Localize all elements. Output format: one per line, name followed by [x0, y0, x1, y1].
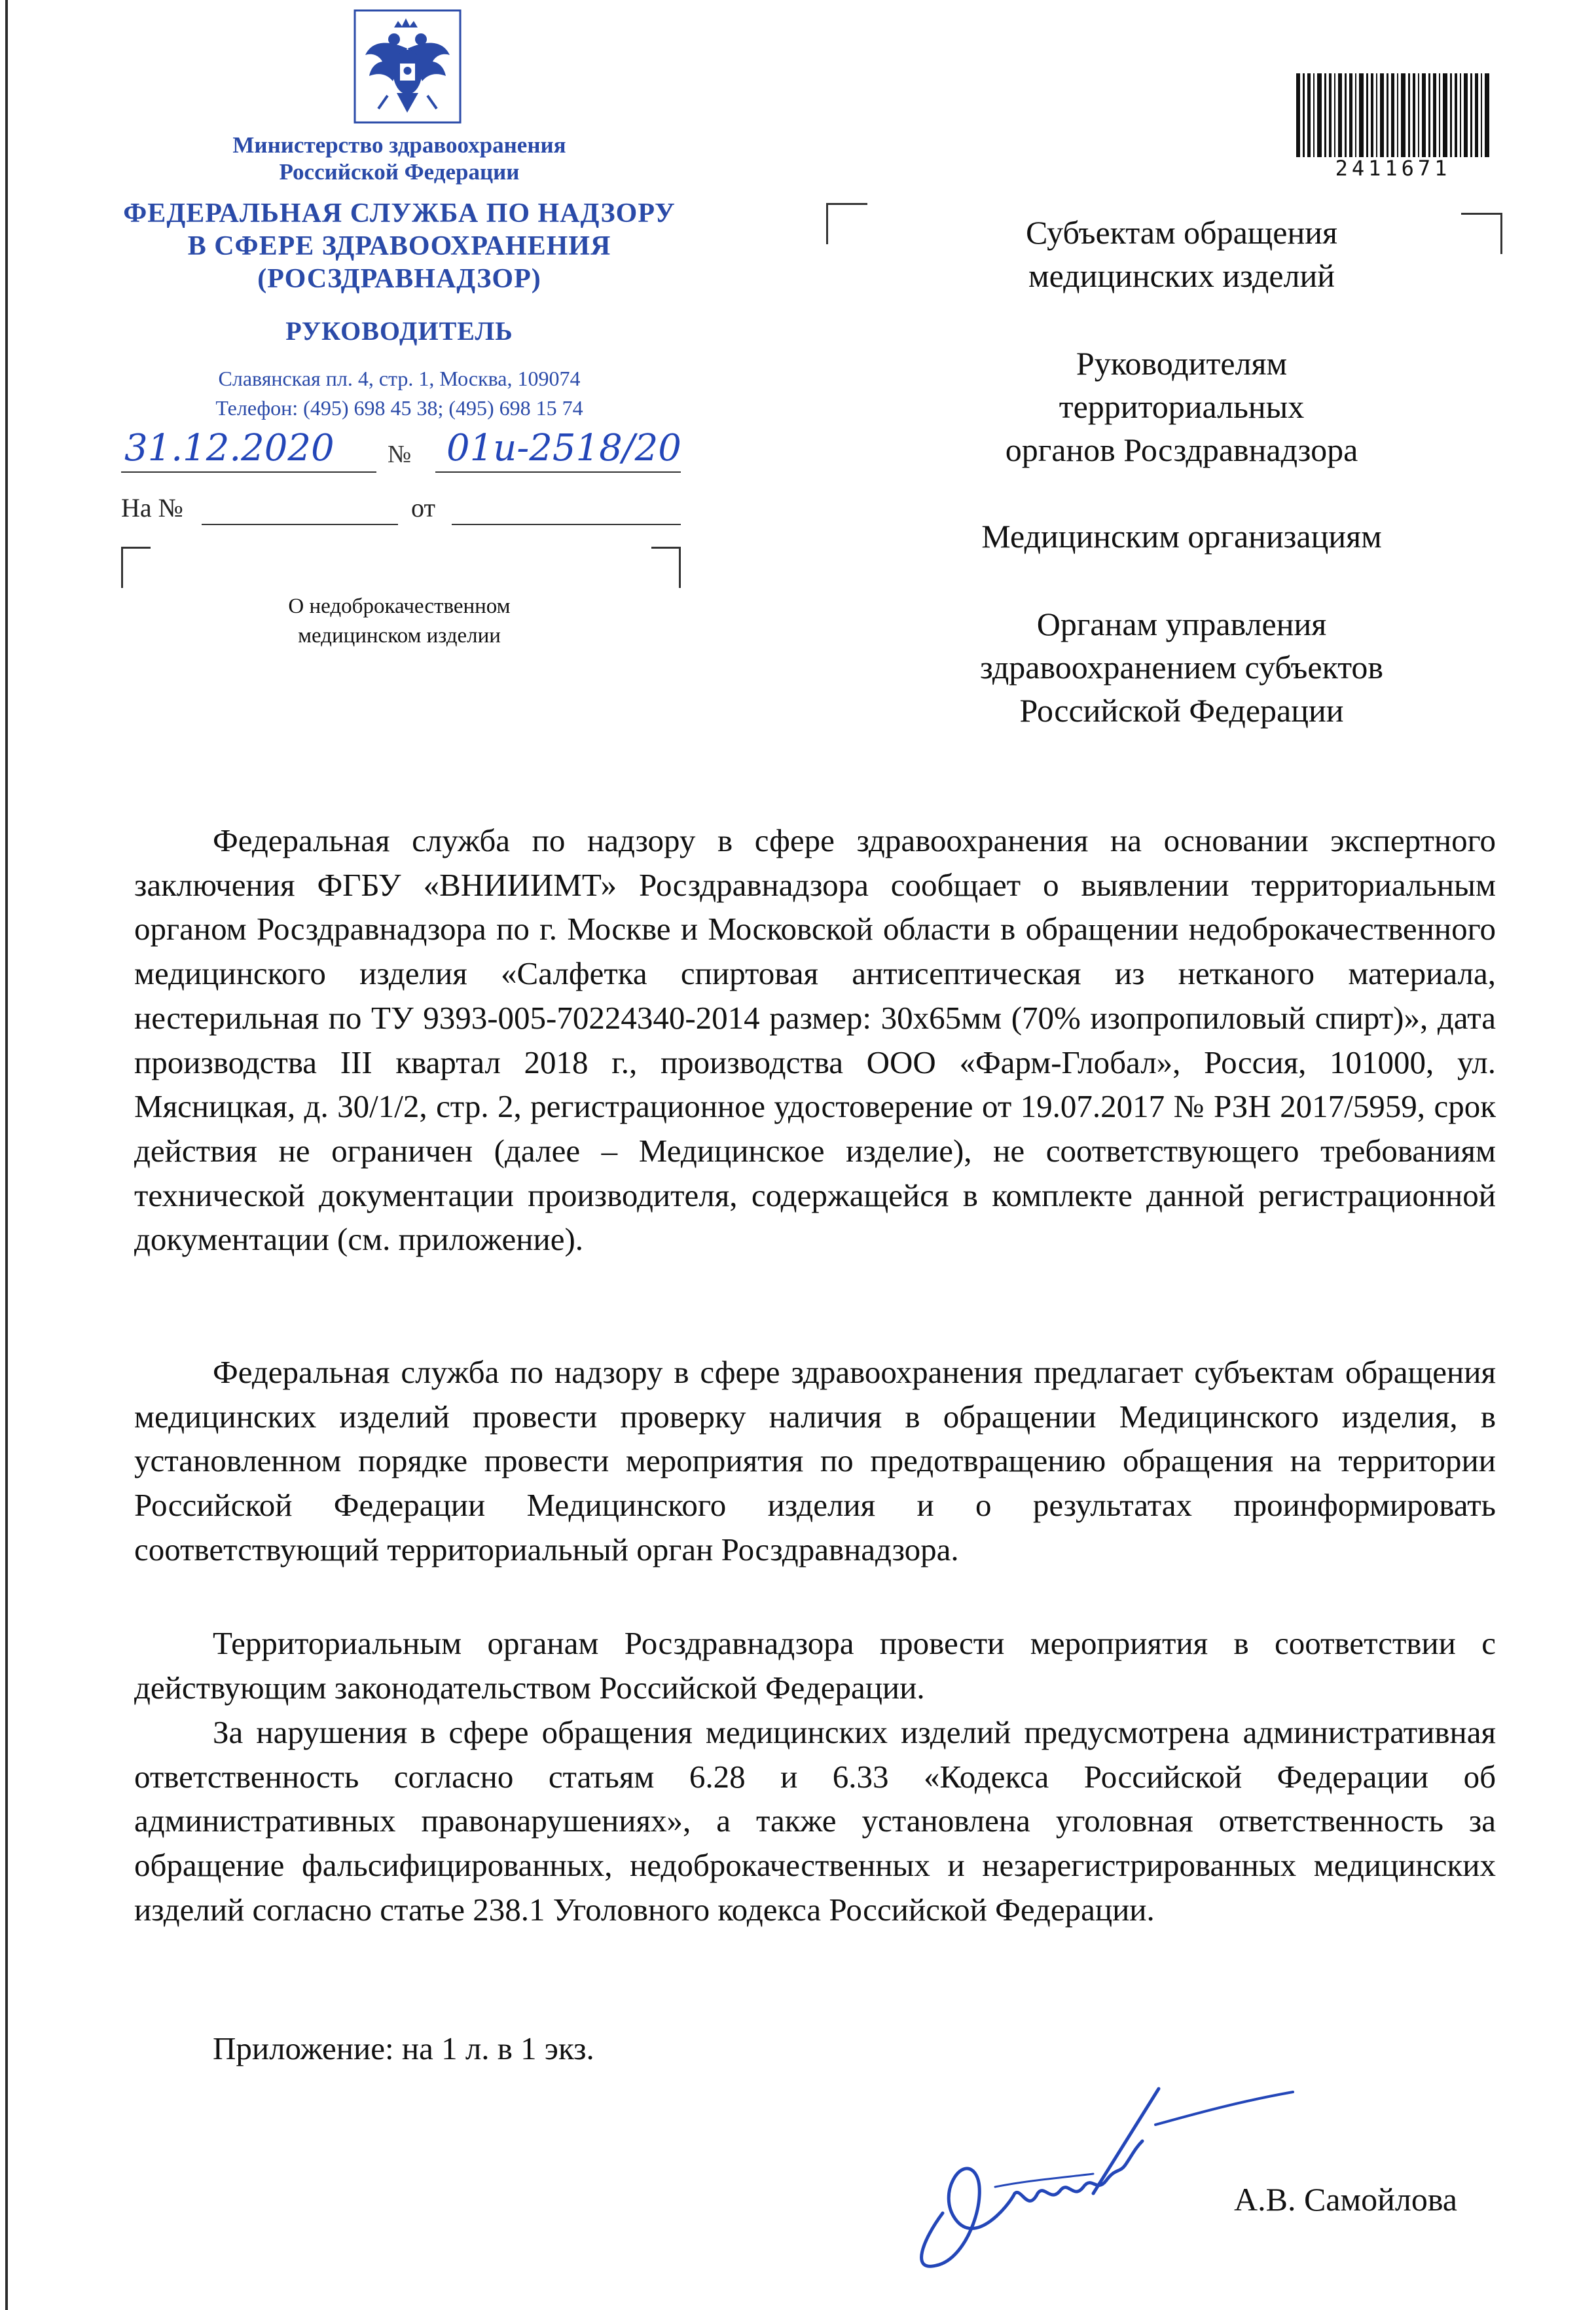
subject-corner-left — [121, 547, 151, 588]
outgoing-date: 31.12.2020 — [124, 427, 335, 469]
addressee-1-line1: Субъектам обращения — [1026, 214, 1337, 251]
addressee-3-line1: Медицинским организациям — [981, 518, 1382, 555]
addressee-2-line3: органов Росздравнадзора — [1005, 431, 1358, 468]
barcode-icon — [1295, 73, 1491, 157]
paragraph-2: Федеральная служба по надзору в сфере здравоохранения предлагает субъектам обращения медицинских изделий провести проверку наличия в обращении Медицинского изделия, в установленном порядке провести мероприятия по предотвращению обращения на территории Российской Федерации Медицинского изделия и о результатах проинформировать соответствующий территориальный орган Росздравнадзора. — [134, 1354, 1496, 1568]
scan-edge — [5, 0, 8, 2310]
ref-number-label: На № — [121, 493, 183, 522]
addressee-corner-left — [826, 203, 867, 244]
date-underline — [121, 471, 376, 473]
ref-date-label: от — [411, 493, 435, 522]
addressee-1-line2: медицинских изделий — [1028, 257, 1335, 294]
signatory-name: А.В. Самойлова — [1234, 2181, 1457, 2218]
address-line: Славянская пл. 4, стр. 1, Москва, 109074 — [218, 367, 581, 390]
number-sign: № — [388, 441, 412, 468]
addressee-corner-right — [1461, 213, 1502, 254]
phone-line: Телефон: (495) 698 45 38; (495) 698 15 74 — [215, 396, 583, 420]
service-line2: В СФЕРЕ ЗДРАВООХРАНЕНИЯ — [187, 231, 611, 261]
addressee-2-line2: территориальных — [1059, 388, 1305, 425]
attachment-line: Приложение: на 1 л. в 1 экз. — [213, 2030, 594, 2066]
number-underline — [435, 471, 681, 473]
subject-line2: медицинском изделии — [298, 624, 501, 648]
ministry-line1: Министерство здравоохранения — [232, 132, 566, 158]
role-title: РУКОВОДИТЕЛЬ — [285, 316, 513, 346]
ref-date-field — [452, 524, 681, 525]
addressee-2-line1: Руководителям — [1076, 345, 1288, 382]
paragraph-3: Территориальным органам Росздравнадзора провести мероприятия в соответствии с действующим законодательством Российской Федерации. — [134, 1625, 1496, 1706]
subject-line1: О недоброкачественном — [288, 595, 511, 618]
addressee-4-line2: здравоохранением субъектов — [979, 649, 1384, 686]
service-line3: (РОСЗДРАВНАДЗОР) — [257, 264, 541, 294]
ref-number-field — [202, 524, 398, 525]
ministry-line2: Российской Федерации — [279, 159, 520, 185]
paragraph-1: Федеральная служба по надзору в сфере здравоохранения на основании экспертного заключения ФГБУ «ВНИИИМТ» Росздравнадзора сообщает о выявлении территориальным органом Росздравнадзора по г. Москве и Московской области в обращении недоброкачественного медицинского изделия «Салфетка спиртовая антисептическая из нетканого материала, нестерильная по ТУ 9393-005-70224340-2014 размер: 30х65мм (70% изопропиловый спирт)», дата производства III квартал 2018 г., производства ООО «Фарм-Глобал», Россия, 101000, ул. Мясницкая, д. 30/1/2, стр. 2, регистрационное удостоверение от 19.07.2017 № РЗН 2017/5959, срок действия не ограничен (далее – Медицинское изделие), не соответствующего требованиям технической документации производителя, содержащейся в комплекте данной регистрационной документации (см. приложение). — [134, 822, 1496, 1258]
coat-of-arms-icon — [354, 9, 462, 124]
subject-corner-right — [651, 547, 681, 588]
addressee-4-line1: Органам управления — [1036, 606, 1327, 642]
outgoing-number: 01и-2518/20 — [446, 427, 681, 469]
handwritten-signature — [897, 2062, 1316, 2279]
addressee-4-line3: Российской Федерации — [1019, 692, 1344, 729]
paragraph-4: За нарушения в сфере обращения медицинских изделий предусмотрена административная ответственность согласно статьям 6.28 и 6.33 «Кодекса Российской Федерации об административных правонарушениях», а также установлена уголовная ответственность за обращение фальсифицированных, недоброкачественных и незарегистрированных медицинских изделий согласно статье 238.1 Уголовного кодекса Российской Федерации. — [134, 1714, 1496, 1928]
service-line1: ФЕДЕРАЛЬНАЯ СЛУЖБА ПО НАДЗОРУ — [123, 198, 676, 229]
barcode-number: 2411671 — [1335, 156, 1451, 181]
